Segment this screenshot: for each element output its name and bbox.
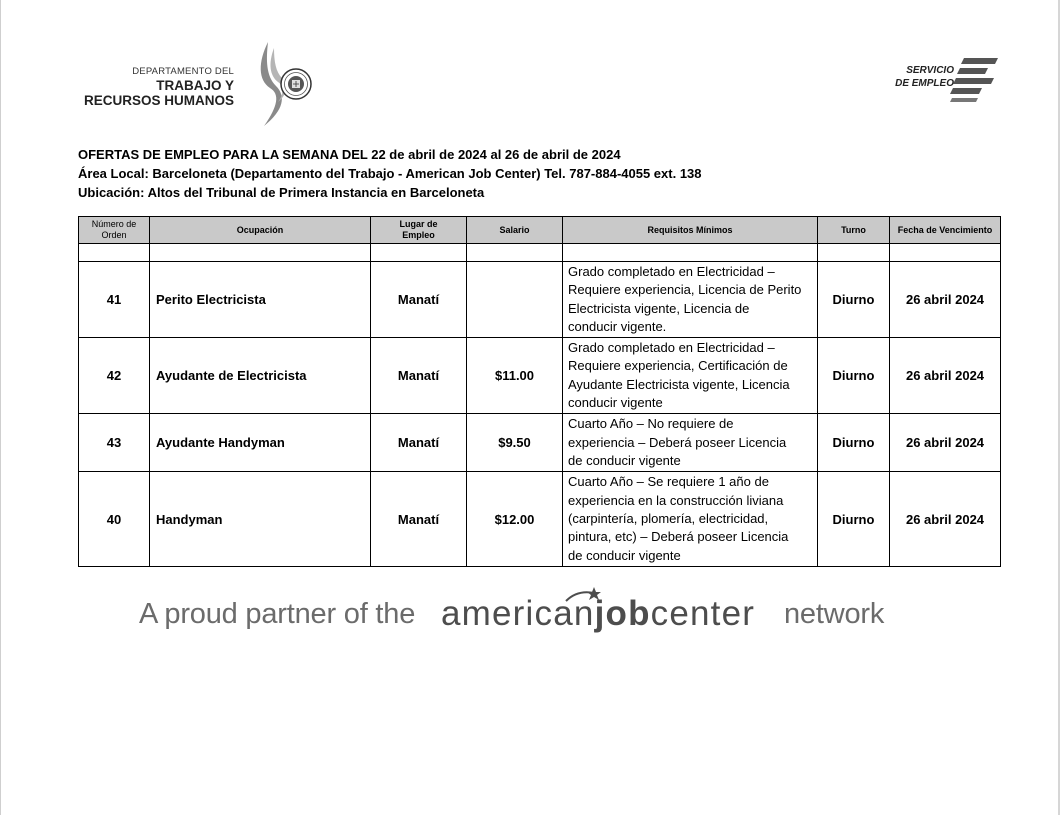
header-order-number-line1: Número de: [91, 219, 137, 229]
requirements-line: Requiere experiencia, Certificación de: [568, 358, 788, 374]
requirements-line: (carpintería, plomería, electricidad,: [568, 510, 769, 526]
occupation: Ayudante Handyman: [150, 414, 371, 472]
requirements-line: pintura, etc) – Deberá poseer Licencia: [568, 529, 789, 545]
header-expiry: Fecha de Vencimiento: [890, 217, 1001, 244]
table-spacer-row: [79, 244, 1001, 262]
location-line: Ubicación: Altos del Tribunal de Primera Instancia en Barceloneta: [78, 185, 485, 200]
salary: $12.00: [467, 472, 563, 566]
place: Manatí: [371, 472, 467, 566]
shift: Diurno: [818, 472, 890, 566]
wordmark-job: job: [594, 594, 651, 633]
requirements-line: Grado completado en Electricidad –: [568, 340, 775, 356]
department-logo: [76, 40, 316, 128]
requirements-line: de conducir vigente: [568, 452, 681, 468]
place: Manatí: [371, 338, 467, 414]
order-number: 41: [79, 262, 150, 338]
dept-logo-line1: DEPARTAMENTO DEL: [132, 66, 234, 77]
place: Manatí: [371, 414, 467, 472]
requirements-line: Ayudante Electricista vigente, Licencia: [568, 376, 790, 392]
order-number: 43: [79, 414, 150, 472]
page-border-left: [0, 0, 1, 815]
expiry-date: 26 abril 2024: [890, 414, 1001, 472]
place: Manatí: [371, 262, 467, 338]
occupation: Ayudante de Electricista: [150, 338, 371, 414]
dept-logo-line3: RECURSOS HUMANOS: [83, 93, 234, 108]
occupation: Handyman: [150, 472, 371, 566]
occupation: Perito Electricista: [150, 262, 371, 338]
requirements-line: experiencia en la construcción liviana: [568, 492, 784, 508]
table-row: [79, 414, 1001, 472]
header-place: [371, 217, 467, 244]
partner-lead-text: A proud partner of the: [139, 598, 416, 630]
table-row: [79, 262, 1001, 338]
american-job-center-wordmark: [441, 594, 755, 634]
header-salary: Salario: [467, 217, 563, 244]
header-place-line2: Empleo: [402, 230, 435, 240]
salary: $11.00: [467, 338, 563, 414]
requirements-line: Requiere experiencia, Licencia de Perito: [568, 282, 802, 298]
puerto-rico-seal-icon: [254, 40, 316, 128]
header-order-number: [79, 217, 150, 244]
requirements-line: Cuarto Año – No requiere de: [568, 416, 734, 432]
header-place-line1: Lugar de: [399, 219, 438, 229]
requirements-line: de conducir vigente: [568, 547, 681, 563]
servicio-de-empleo-logo: [890, 56, 1000, 106]
offers-week-heading: OFERTAS DE EMPLEO PARA LA SEMANA DEL 22 de abril de 2024 al 26 de abril de 2024: [78, 147, 621, 162]
requirements-line: experiencia – Deberá poseer Licencia: [568, 434, 787, 450]
requirements: [563, 472, 818, 566]
salary: [467, 262, 563, 338]
order-number: 42: [79, 338, 150, 414]
table-row: [79, 472, 1001, 566]
shift: Diurno: [818, 338, 890, 414]
shift: Diurno: [818, 262, 890, 338]
requirements: [563, 338, 818, 414]
requirements-line: Electricista vigente, Licencia de: [568, 300, 750, 316]
table-header-row: [79, 217, 1001, 244]
servicio-logo-line2: DE EMPLEO: [895, 78, 954, 89]
american-job-center-banner: [139, 588, 899, 648]
dept-logo-line2: TRABAJO Y: [156, 78, 234, 93]
shift: Diurno: [818, 414, 890, 472]
header-order-number-line2: Orden: [101, 230, 127, 240]
partner-tail-text: network: [784, 598, 885, 630]
requirements-line: Grado completado en Electricidad –: [568, 264, 775, 279]
job-offers-table: [78, 216, 1001, 567]
offers-title-block: [78, 145, 702, 202]
table-row: [79, 338, 1001, 414]
requirements-line: conducir vigente.: [568, 318, 667, 334]
requirements-line: conducir vigente: [568, 395, 663, 411]
salary: $9.50: [467, 414, 563, 472]
wordmark-center: center: [650, 594, 756, 633]
requirements-line: Cuarto Año – Se requiere 1 año de: [568, 474, 769, 490]
requirements: [563, 414, 818, 472]
stripes-icon: [950, 58, 1000, 104]
wordmark-american: american: [441, 594, 595, 633]
header-requirements: Requisitos Mínimos: [563, 217, 818, 244]
servicio-logo-line1: SERVICIO: [906, 65, 954, 76]
expiry-date: 26 abril 2024: [890, 472, 1001, 566]
header-shift: Turno: [818, 217, 890, 244]
order-number: 40: [79, 472, 150, 566]
expiry-date: 26 abril 2024: [890, 262, 1001, 338]
local-area-line: Área Local: Barceloneta (Departamento del Trabajo - American Job Center) Tel. 787-884-4055 ext. 138: [78, 166, 702, 181]
header-occupation: Ocupación: [150, 217, 371, 244]
requirements: [563, 262, 818, 338]
expiry-date: 26 abril 2024: [890, 338, 1001, 414]
